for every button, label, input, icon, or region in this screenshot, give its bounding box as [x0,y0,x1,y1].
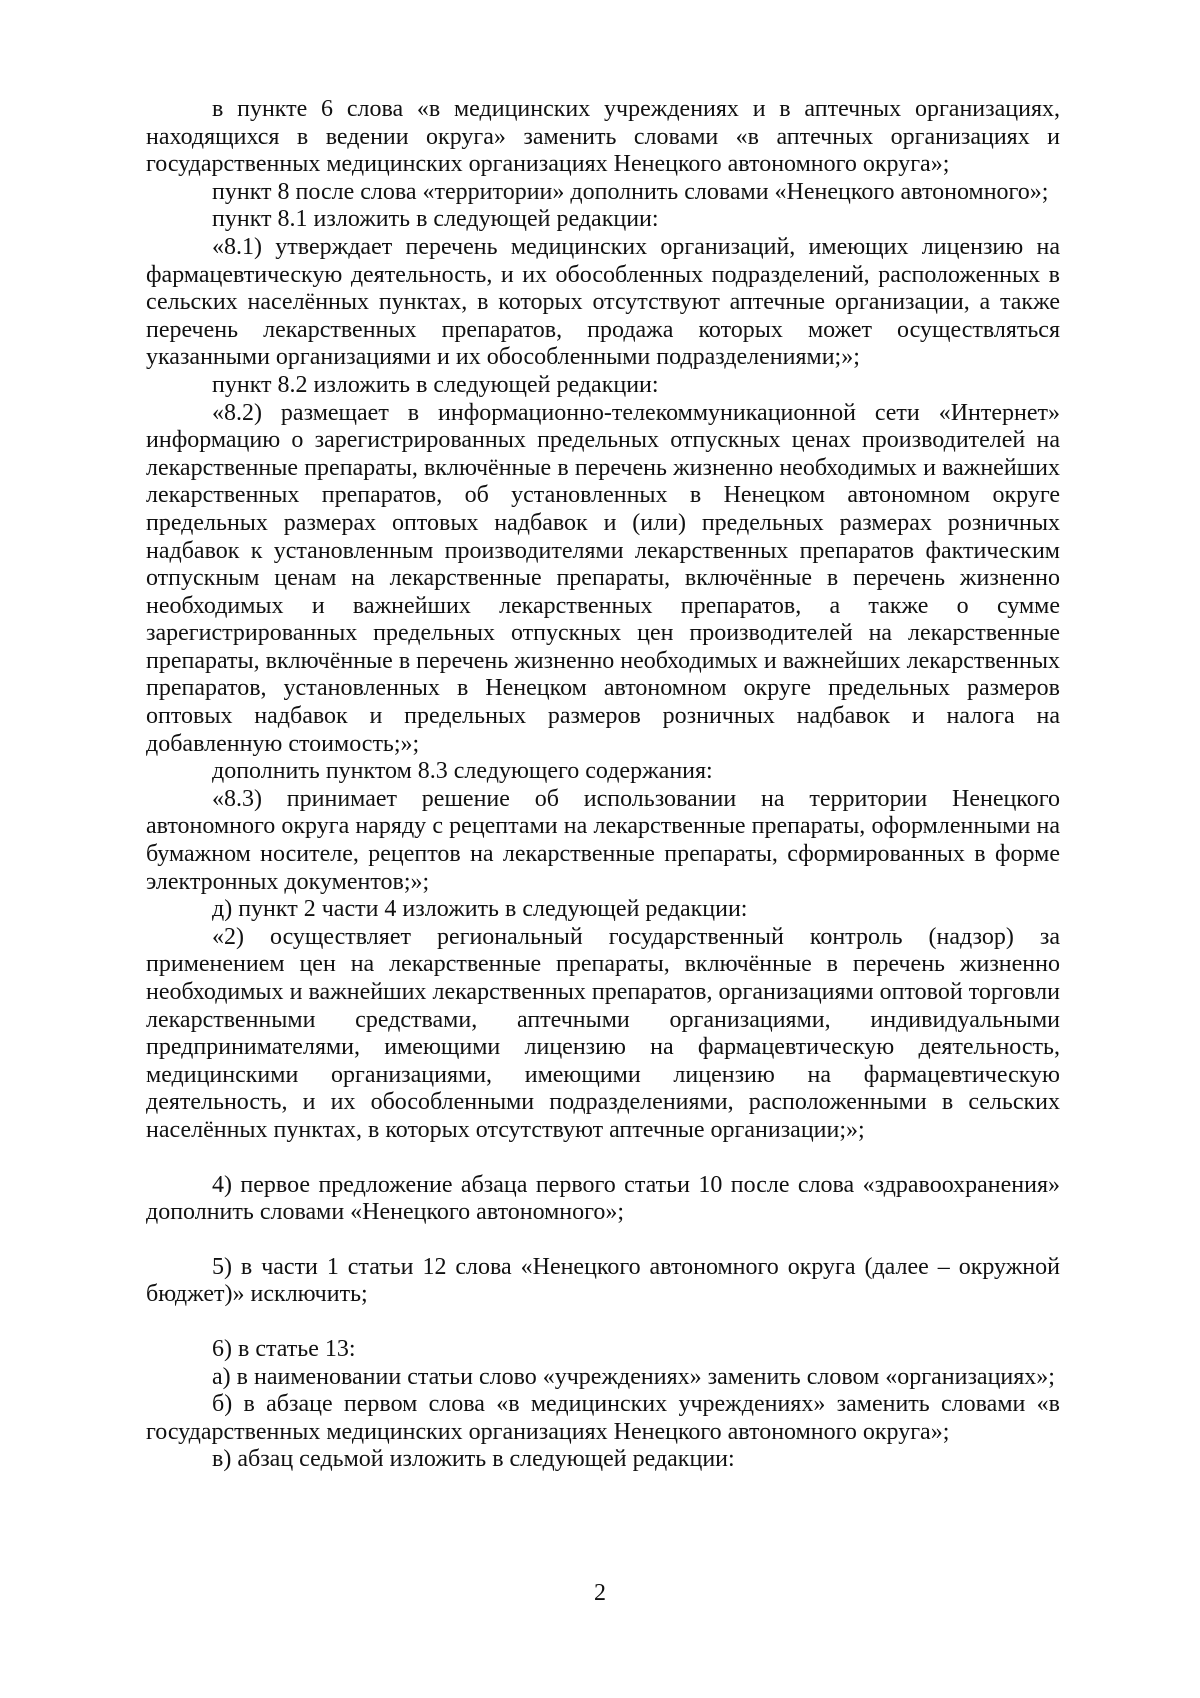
paragraph-4: «8.1) утверждает перечень медицинских организаций, имеющих лицензию на фармацевтическую деятельность, и их обособленных подразделений, расположенных в сельских населённых пунктах, в которых отсутствуют аптечные организации, а также перечень лекарственных препаратов, продажа которых может осуществляться указанными организациями и их обособленными подразделениями;»; [146,233,1060,371]
page-number: 2 [594,1580,606,1606]
paragraph-8: «8.3) принимает решение об использовании на территории Ненецкого автономного округа наряду с рецептами на лекарственные препараты, оформленными на бумажном носителе, рецептов на лекарственные препараты, сформированных в форме электронных документов;»; [146,785,1060,895]
paragraph-12: 5) в части 1 статьи 12 слова «Ненецкого автономного округа (далее – окружной бюджет)» исключить; [146,1253,1060,1308]
paragraph-6: «8.2) размещает в информационно-телекоммуникационной сети «Интернет» информацию о зарегистрированных предельных отпускных ценах производителей на лекарственные препараты, включённые в перечень жизненно необходимых и важнейших лекарственных препаратов, об установленных в Ненецком автономном округе предельных размерах оптовых надбавок и (или) предельных размерах розничных надбавок к установленным производителями лекарственных препаратов фактическим отпускным ценам на лекарственные препараты, включённые в перечень жизненно необходимых и важнейших лекарственных препаратов, а также о сумме зарегистрированных предельных отпускных цен производителей на лекарственные препараты, включённые в перечень жизненно необходимых и важнейших лекарственных препаратов, установленных в Ненецком автономном округе предельных размеров оптовых надбавок и предельных размеров розничных надбавок и налога на добавленную стоимость;»; [146,399,1060,757]
paragraph-7: дополнить пунктом 8.3 следующего содержания: [212,758,713,785]
paragraph-14: а) в наименовании статьи слово «учреждениях» заменить словом «организациях»; [212,1363,1055,1390]
paragraph-11: 4) первое предложение абзаца первого статьи 10 после слова «здравоохранения» дополнить словами «Ненецкого автономного»; [146,1171,1060,1226]
paragraph-13: 6) в статье 13: [212,1335,356,1362]
paragraph-3: пункт 8.1 изложить в следующей редакции: [212,206,659,233]
paragraph-9: д) пункт 2 части 4 изложить в следующей редакции: [212,896,748,923]
paragraph-2: пункт 8 после слова «территории» дополнить словами «Ненецкого автономного»; [212,178,1049,205]
paragraph-16: в) абзац седьмой изложить в следующей редакции: [212,1446,735,1473]
paragraph-5: пункт 8.2 изложить в следующей редакции: [212,371,659,398]
document-page [146,96,1060,1474]
paragraph-15: б) в абзаце первом слова «в медицинских учреждениях» заменить словами «в государственных медицинских организациях Ненецкого автономного округа»; [146,1391,1060,1445]
paragraph-10: «2) осуществляет региональный государственный контроль (надзор) за применением цен на лекарственные препараты, включённые в перечень жизненно необходимых и важнейших лекарственных препаратов, организациями оптовой торговли лекарственными средствами, аптечными организациями, индивидуальными предпринимателями, имеющими лицензию на фармацевтическую деятельность, медицинскими организациями, имеющими лицензию на фармацевтическую деятельность, и их обособленными подразделениями, расположенными в сельских населённых пунктах, в которых отсутствуют аптечные организации;»; [146,923,1060,1143]
paragraph-1: в пункте 6 слова «в медицинских учреждениях и в аптечных организациях, находящихся в ведении округа» заменить словами «в аптечных организациях и государственных медицинских организациях Ненецкого автономного округа»; [146,96,1060,178]
